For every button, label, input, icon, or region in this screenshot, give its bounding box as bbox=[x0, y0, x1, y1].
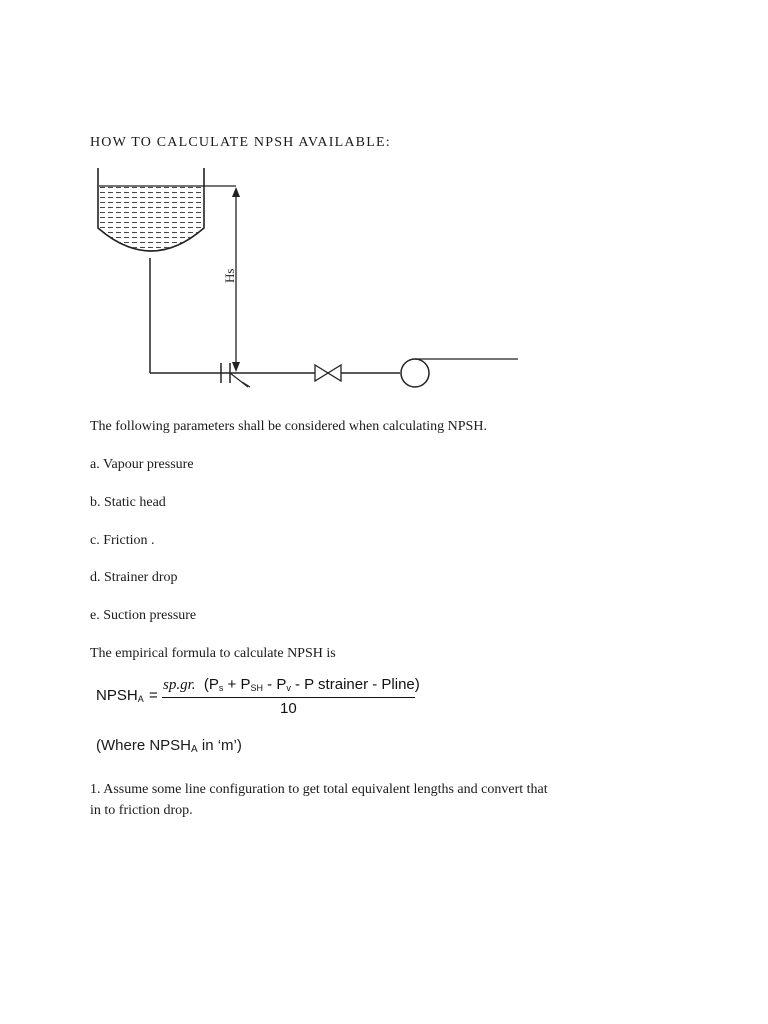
valve-symbol bbox=[315, 365, 341, 381]
formula-equals: = bbox=[149, 687, 158, 704]
formula-intro: The empirical formula to calculate NPSH is bbox=[90, 646, 336, 661]
npsh-suction-diagram bbox=[84, 160, 524, 400]
parameter-item: c. Friction . bbox=[90, 533, 155, 548]
suction-pipe bbox=[150, 258, 400, 373]
tank bbox=[98, 168, 236, 266]
parameter-item: b. Static head bbox=[90, 495, 166, 510]
formula-unit-note: (Where $NPSH_A$ in ‘m’) bbox=[96, 737, 242, 755]
step-one-text: 1. Assume some line configuration to get total equivalent lengths and convert that in to friction drop. bbox=[90, 782, 548, 818]
static-head-dimension bbox=[222, 187, 240, 372]
formula-numerator: sp.gr. ($P_s + P_{SH} - P_v - P$ strainer - Pline) bbox=[163, 676, 420, 693]
parameter-item: e. Suction pressure bbox=[90, 608, 197, 623]
parameter-item: a. Vapour pressure bbox=[90, 457, 194, 472]
pump-symbol bbox=[401, 359, 518, 387]
formula-fraction-bar bbox=[162, 697, 415, 698]
formula-lhs: $NPSH_A$ bbox=[96, 687, 144, 704]
formula-denominator: 10 bbox=[280, 700, 297, 717]
hs-label: Hs bbox=[222, 268, 237, 283]
page-heading: HOW TO CALCULATE NPSH AVAILABLE: bbox=[90, 135, 391, 150]
parameters-intro: The following parameters shall be considered when calculating NPSH. bbox=[90, 419, 487, 434]
parameter-item: d. Strainer drop bbox=[90, 570, 178, 585]
